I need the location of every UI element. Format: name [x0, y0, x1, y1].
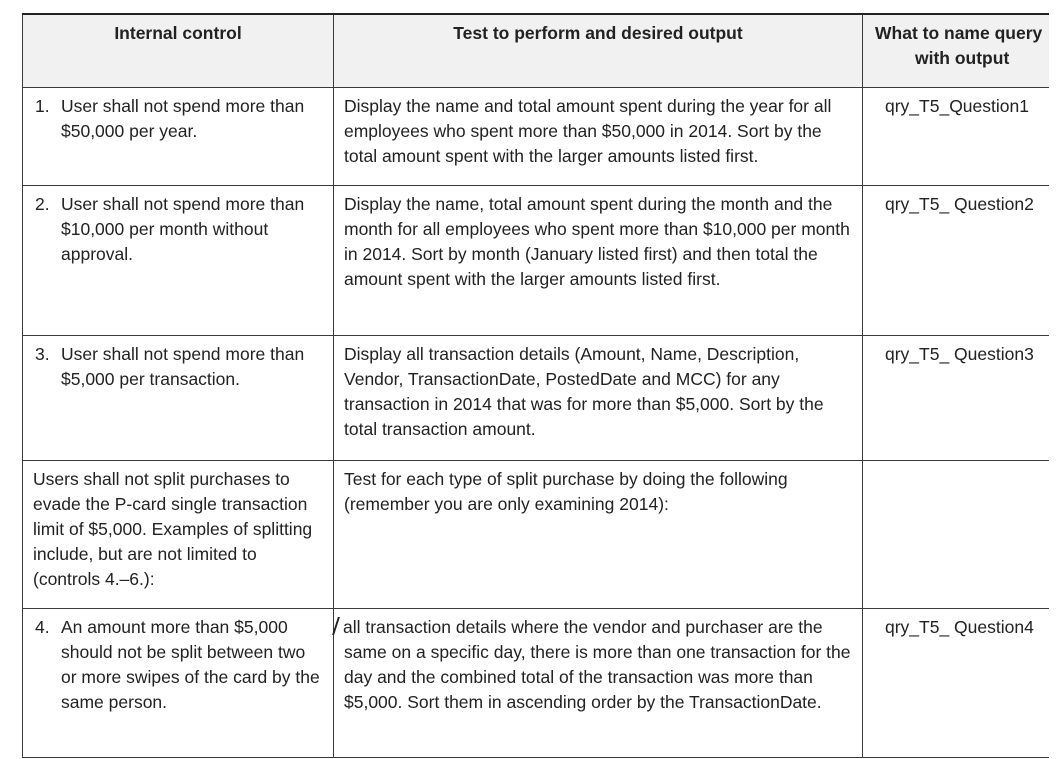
table-row	[23, 88, 1053, 186]
control-number: 3.	[35, 344, 50, 364]
test-text: Display the name, total amount spent during the month and the month for all employees who spent more than $10,000 per month in 2014. Sort by month (January listed first) and then total the amount spent with the larger amounts listed first.	[344, 194, 850, 289]
control-cell	[23, 336, 334, 461]
cropped-text-mark	[332, 617, 340, 635]
query-cell	[863, 461, 1053, 609]
table-row	[23, 609, 1053, 758]
query-name: qry_T5_ Question2	[885, 194, 1034, 214]
test-text: all transaction details where the vendor and purchaser are the same on a specific day, there is more than one transaction for the day and the combined total of the transaction was more than $5,000. Sort them in ascending order by the TransactionDate.	[343, 617, 851, 712]
query-name: qry_T5_Question1	[885, 96, 1029, 116]
query-cell	[863, 336, 1053, 461]
query-cell	[863, 88, 1053, 186]
control-text: User shall not spend more than $50,000 per year.	[61, 96, 305, 141]
document-page	[22, 13, 1063, 758]
query-name	[863, 461, 1052, 473]
header-query-name: What to name query with output	[863, 14, 1053, 88]
header-internal-control: Internal control	[23, 14, 334, 88]
test-text: Display all transaction details (Amount, Name, Description, Vendor, TransactionDate, PostedDate and MCC) for any transaction in 2014 that was for more than $5,000. Sort by the total transaction amount.	[344, 344, 824, 439]
header-test-to-perform: Test to perform and desired output	[334, 14, 863, 88]
control-cell	[23, 186, 334, 336]
table-row	[23, 461, 1053, 609]
control-number: 1.	[35, 96, 50, 116]
query-cell	[863, 609, 1053, 758]
control-cell	[23, 461, 334, 609]
control-cell	[23, 609, 334, 758]
control-text: User shall not spend more than $5,000 per transaction.	[61, 344, 305, 389]
control-number: 4.	[35, 617, 50, 637]
test-cell	[334, 88, 863, 186]
query-name: qry_T5_ Question3	[885, 344, 1034, 364]
control-text: User shall not spend more than $10,000 per month without approval.	[61, 194, 305, 264]
test-cell	[334, 186, 863, 336]
table-header-row	[23, 14, 1053, 88]
table-row	[23, 336, 1053, 461]
control-cell	[23, 88, 334, 186]
query-cell	[863, 186, 1053, 336]
test-cell	[334, 609, 863, 758]
right-edge-crop	[1049, 0, 1063, 759]
table-row	[23, 186, 1053, 336]
control-number: 2.	[35, 194, 50, 214]
query-name: qry_T5_ Question4	[885, 617, 1034, 637]
test-text: Display the name and total amount spent during the year for all employees who spent more than $50,000 in 2014. Sort by the total amount spent with the larger amounts listed first.	[344, 96, 832, 166]
test-cell	[334, 461, 863, 609]
internal-controls-table	[22, 13, 1053, 758]
control-text: Users shall not split purchases to evade the P-card single transaction limit of $5,000. Examples of splitting include, but are not limited to (controls 4.–6.):	[33, 469, 313, 589]
test-text: Test for each type of split purchase by doing the following (remember you are only examining 2014):	[344, 469, 788, 514]
control-text: An amount more than $5,000 should not be split between two or more swipes of the card by the same person.	[61, 617, 320, 712]
test-cell	[334, 336, 863, 461]
